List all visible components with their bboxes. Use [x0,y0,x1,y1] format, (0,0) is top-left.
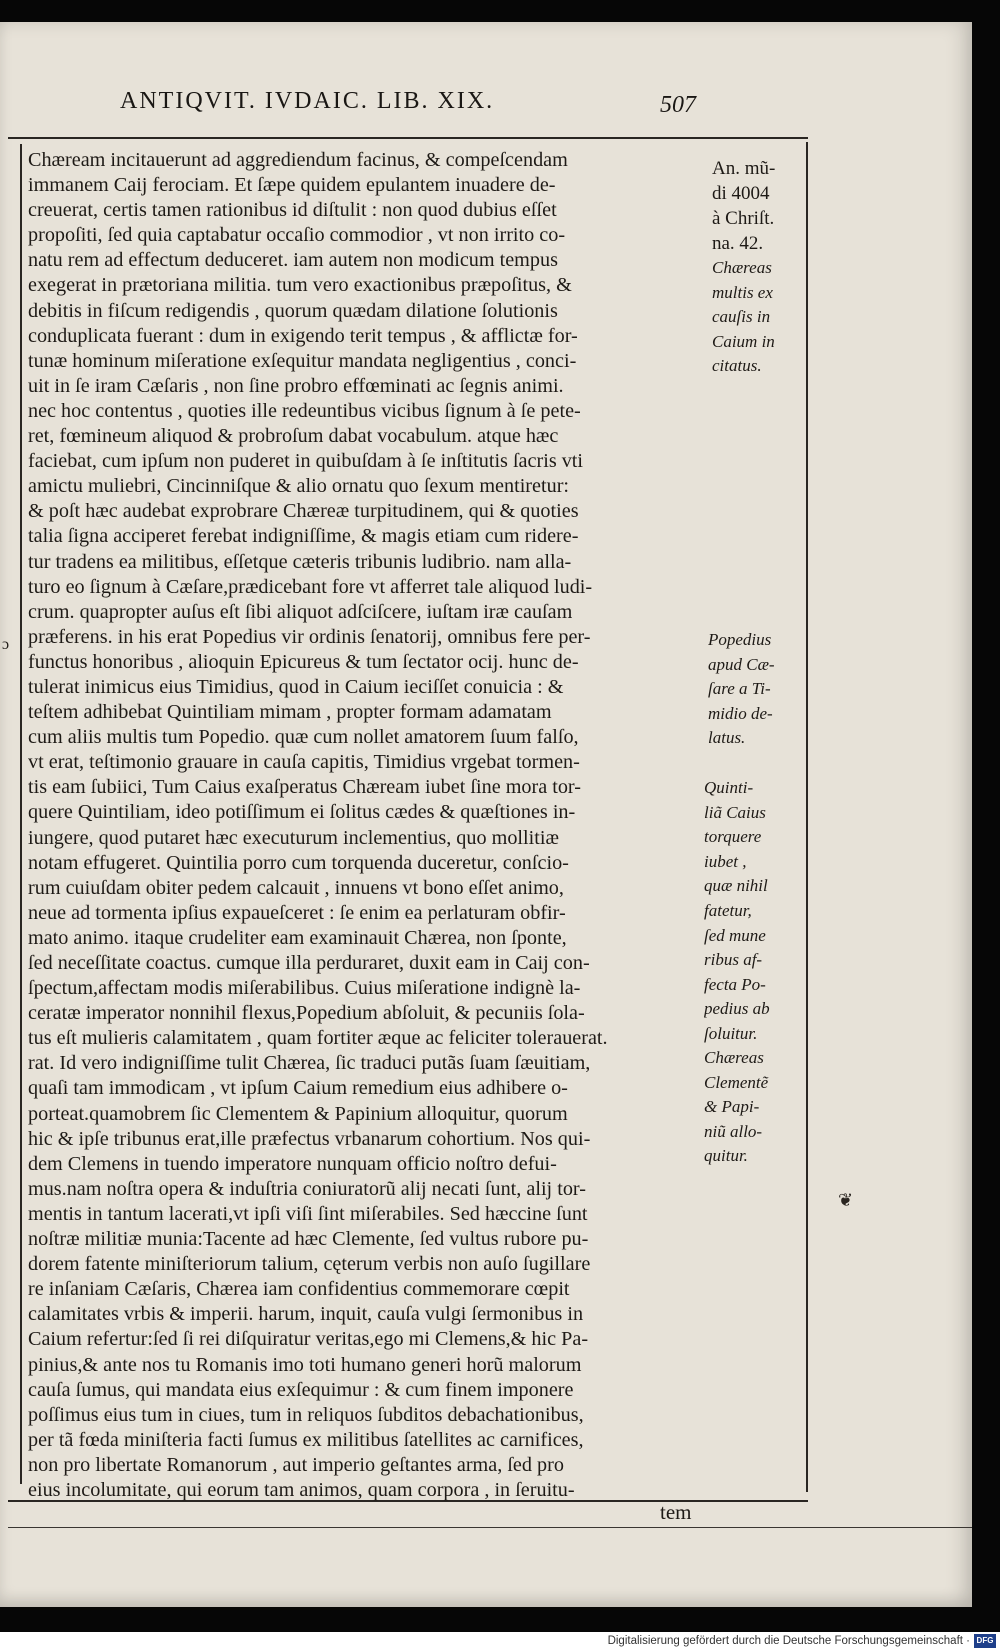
text-line: re inſaniam Cæſaris, Chærea iam confidentius commemorare cœpit [28,1278,570,1301]
header-rule [8,137,808,139]
margin-note-line: ſed mune [704,925,766,945]
margin-note-line: fatetur, [704,900,752,920]
text-line: dorem fatente miniſteriorum talium, cęterum verbis non auſo ſugillare [28,1253,591,1276]
margin-note-line: quæ nihil [704,876,768,896]
text-line: calamitates vrbis & imperii. harum, inquit, cauſa vulgi ſermonibus in [28,1303,584,1326]
margin-mark: ɔ [2,636,10,653]
text-line: per tã fœda miniſteria facti ſumus ex militibus ſatellites ac carnifices, [28,1428,584,1451]
text-line: uit in ſe iram Cæſaris , non ſine probro effœminati ac ſegnis animi. [28,374,564,397]
dfg-logo: DFG [974,1634,996,1648]
margin-note-line: ribus af- [704,950,763,970]
margin-note-chaereas [712,256,817,379]
margin-note-line: Clementẽ [704,1072,769,1092]
page-number: 507 [660,92,696,118]
text-line: Caium refertur:ſed ſi rei diſquiratur veritas,ego mi Clemens,& hic Pa- [28,1328,589,1351]
text-line: teſtem adhibebat Quintiliam mimam , propter formam adamatam [28,701,552,724]
text-line: rum cuiuſdam obiter pedem calcauit , innuens vt bono eſſet animo, [28,876,564,899]
margin-note-line: pedius ab [704,999,770,1019]
text-line: immanem Caij ferociam. Et ſæpe quidem epulantem inuadere de- [28,174,556,197]
text-line: eius incolumitate, qui eorum tam animos, quam corpora , in ſeruitu- [28,1478,575,1501]
margin-note-line: midio de- [708,703,773,723]
text-line: tus eſt mulieris calamitatem , quam fortiter æque ac feliciter tolerauerat. [28,1027,608,1050]
text-line: mus.nam noſtra opera & induſtria coniuratorũ alij necati ſunt, alij tor- [28,1177,586,1200]
text-line: non pro libertate Romanorum , aut imperio geſtantes arma, ſed pro [28,1453,564,1476]
text-line: creuerat, certis tamen rationibus id diſtulit : non quod dubius eſſet [28,199,557,222]
text-line: præferens. in his erat Popedius vir ordinis ſenatorij, omnibus fere per- [28,625,591,648]
text-line: exegerat in prætoriana militia. tum vero exactionibus præpoſitus, & [28,274,572,297]
text-line: poſſimus eius tum in ciues, tum in reliquos ſubditos debachationibus, [28,1403,584,1426]
text-line: ret, fœmineum aliquod & probroſum dabat vocabulum. atque hæc [28,425,559,448]
margin-note-line: Popedius [708,630,772,649]
main-text-block [28,148,692,1503]
ink-stain-mark: ❦ [838,1190,854,1210]
text-line: debitis in fiſcum redigendis , quorum quædam dilatione ſolutionis [28,299,558,322]
margin-note-line: Quinti- [704,778,754,797]
bottom-rule-secondary [8,1527,972,1528]
text-line: Chæream incitauerunt ad aggrediendum facinus, & compeſcendam [28,149,568,171]
text-line: ſed neceſſitate coactus. cumque illa perduraret, duxit eam in Caij con- [28,952,590,974]
margin-note-year [712,156,817,256]
footer-credit: Digitalisierung gefördert durch die Deutsche Forschungsgemeinschaft · [607,1635,970,1647]
margin-note-line: & Papi- [704,1097,760,1117]
margin-note-line: citatus. [712,356,762,376]
margin-note-line: Caium in [712,331,775,351]
text-line: quere Quintiliam, ideo potiſſimum ei ſolitus cædes & quæſtiones in- [28,801,576,824]
text-line: turo eo ſignum à Cæſare,prædicebant fore vt afferret tale aliquod ludi- [28,575,593,598]
text-line: crum. quapropter auſus eſt ſibi aliquot adſciſcere, iuſtam iræ cauſam [28,600,573,623]
text-line: iungere, quod putaret hæc executurum inclementius, quo mollitiæ [28,826,559,849]
margin-note-line: iubet , [704,851,747,871]
text-line: talia ſigna acciperet ferebat indigniſſime, & magis etiam cum ridere- [28,525,579,548]
margin-note-line: na. 42. [712,233,764,254]
margin-note-line: cauſis in [712,307,771,327]
text-line: conduplicata fuerant : dum in exigendo terit tempus , & afflictæ for- [28,324,578,347]
margin-note-line: niũ allo- [704,1121,763,1141]
text-line: noſtræ militiæ munia:Tacente ad hæc Clemente, ſed vultus rubore pu- [28,1228,589,1251]
text-line: dem Clemens in tuendo imperatore nunquam officio noſtro defui- [28,1152,557,1175]
text-line: quaſi tam immodicam , vt ipſum Caium remedium eius adhibere o- [28,1077,568,1100]
margin-note-line: latus. [708,728,746,748]
digitization-footer [0,1632,1000,1651]
margin-note-line: An. mũ- [712,158,776,179]
text-line: mentis in tantum lacerati,vt ipſi viſi ſint miſerabiles. Sed hæccine ſunt [28,1202,588,1225]
text-line: ſpectum,affectam modis miſerabilibus. Cuius miſeratione indignè la- [28,977,581,1000]
margin-note-line: liã Caius [704,802,766,822]
margin-note-line: à Chriſt. [712,208,775,229]
running-title: ANTIQVIT. IVDAIC. LIB. XIX. [120,88,495,114]
margin-note-line: ſare a Ti- [708,679,771,699]
text-line: notam effugeret. Quintilia porro cum torquenda duceretur, conſcio- [28,851,569,874]
text-line: & poſt hæc audebat exprobrare Chæreæ turpitudinem, qui & quoties [28,500,579,523]
text-line: propoſiti, ſed quia captabatur occaſio commodior , vt non irrito co- [28,224,566,247]
text-line: tis eam ſubiici, Tum Caius exaſperatus Chæream iubet ſine mora tor- [28,776,581,799]
text-line: cum aliis multis tum Popedio. quæ cum nollet amatorem ſuum falſo, [28,726,579,749]
margin-note-line: quitur. [704,1146,748,1166]
text-line: tunæ hominum miſeratione exſequitur mandata negligentius , conci- [28,349,577,372]
text-line: rat. Id vero indigniſſime tulit Chærea, ſic traduci putãs ſuam ſæuitiam, [28,1052,591,1075]
running-header [120,88,720,122]
text-line: nec hoc contentus , quoties ille redeuntibus vicibus ſignum à ſe pete- [28,399,581,422]
margin-note-line: ſoluitur. [704,1023,758,1043]
text-line: hic & ipſe tribunus erat,ille præfectus vrbanarum cohortium. Nos qui- [28,1127,591,1150]
text-line: tur tradens ea militibus, eſſetque cæteris tribunis ludibrio. nam alla- [28,550,572,573]
text-line: pinius,& ante nos tu Romanis imo toti humano generi horũ malorum [28,1353,582,1376]
margin-note-line: apud Cæ- [708,654,775,674]
left-margin-rule [20,144,22,1484]
text-line: ceratæ imperator nonnihil flexus,Popedium abſoluit, & pecuniis ſola- [28,1002,585,1025]
text-line: functus honoribus , alioquin Epicureus & tum ſectator ocij. hunc de- [28,650,579,673]
text-line: tulerat inimicus eius Timidius, quod in Caium ieciſſet conuicia : & [28,675,564,698]
text-line: faciebat, cum ipſum non puderet in quibuſdam à ſe inſtitutis ſacris vti [28,450,584,473]
text-line: natu rem ad effectum deduceret. iam autem non modicum tempus [28,249,558,272]
text-line: cauſa ſumus, qui mandata eius exſequimur : & cum finem imponere [28,1378,574,1401]
margin-note-line: multis ex [712,282,773,302]
margin-note-line: Chæreas [712,258,772,277]
margin-note-line: di 4004 [712,183,770,204]
text-line: amictu muliebri, Cincinniſque & alio ornatu quo ſexum mentiretur: [28,475,570,498]
catchword: tem [660,1500,692,1524]
text-line: mato animo. itaque crudeliter eam examinauit Chærea, non ſponte, [28,926,567,949]
margin-note-line: Chæreas [704,1048,764,1067]
text-line: porteat.quamobrem ſic Clementem & Papinium alloquitur, quorum [28,1102,568,1125]
margin-note-popedius [708,628,813,751]
margin-note-quintilia [704,776,809,1047]
margin-note-line: torquere [704,827,762,847]
margin-note-line: fecta Po- [704,974,766,994]
margin-note-chaereas-clementem [704,1046,809,1169]
text-line: vt erat, teſtimonio grauare in cauſa capitis, Timidius vrgebat tormen- [28,751,580,774]
text-line: neue ad tormenta ipſius expaueſceret : ſe enim ea perlaturam obfir- [28,901,566,924]
